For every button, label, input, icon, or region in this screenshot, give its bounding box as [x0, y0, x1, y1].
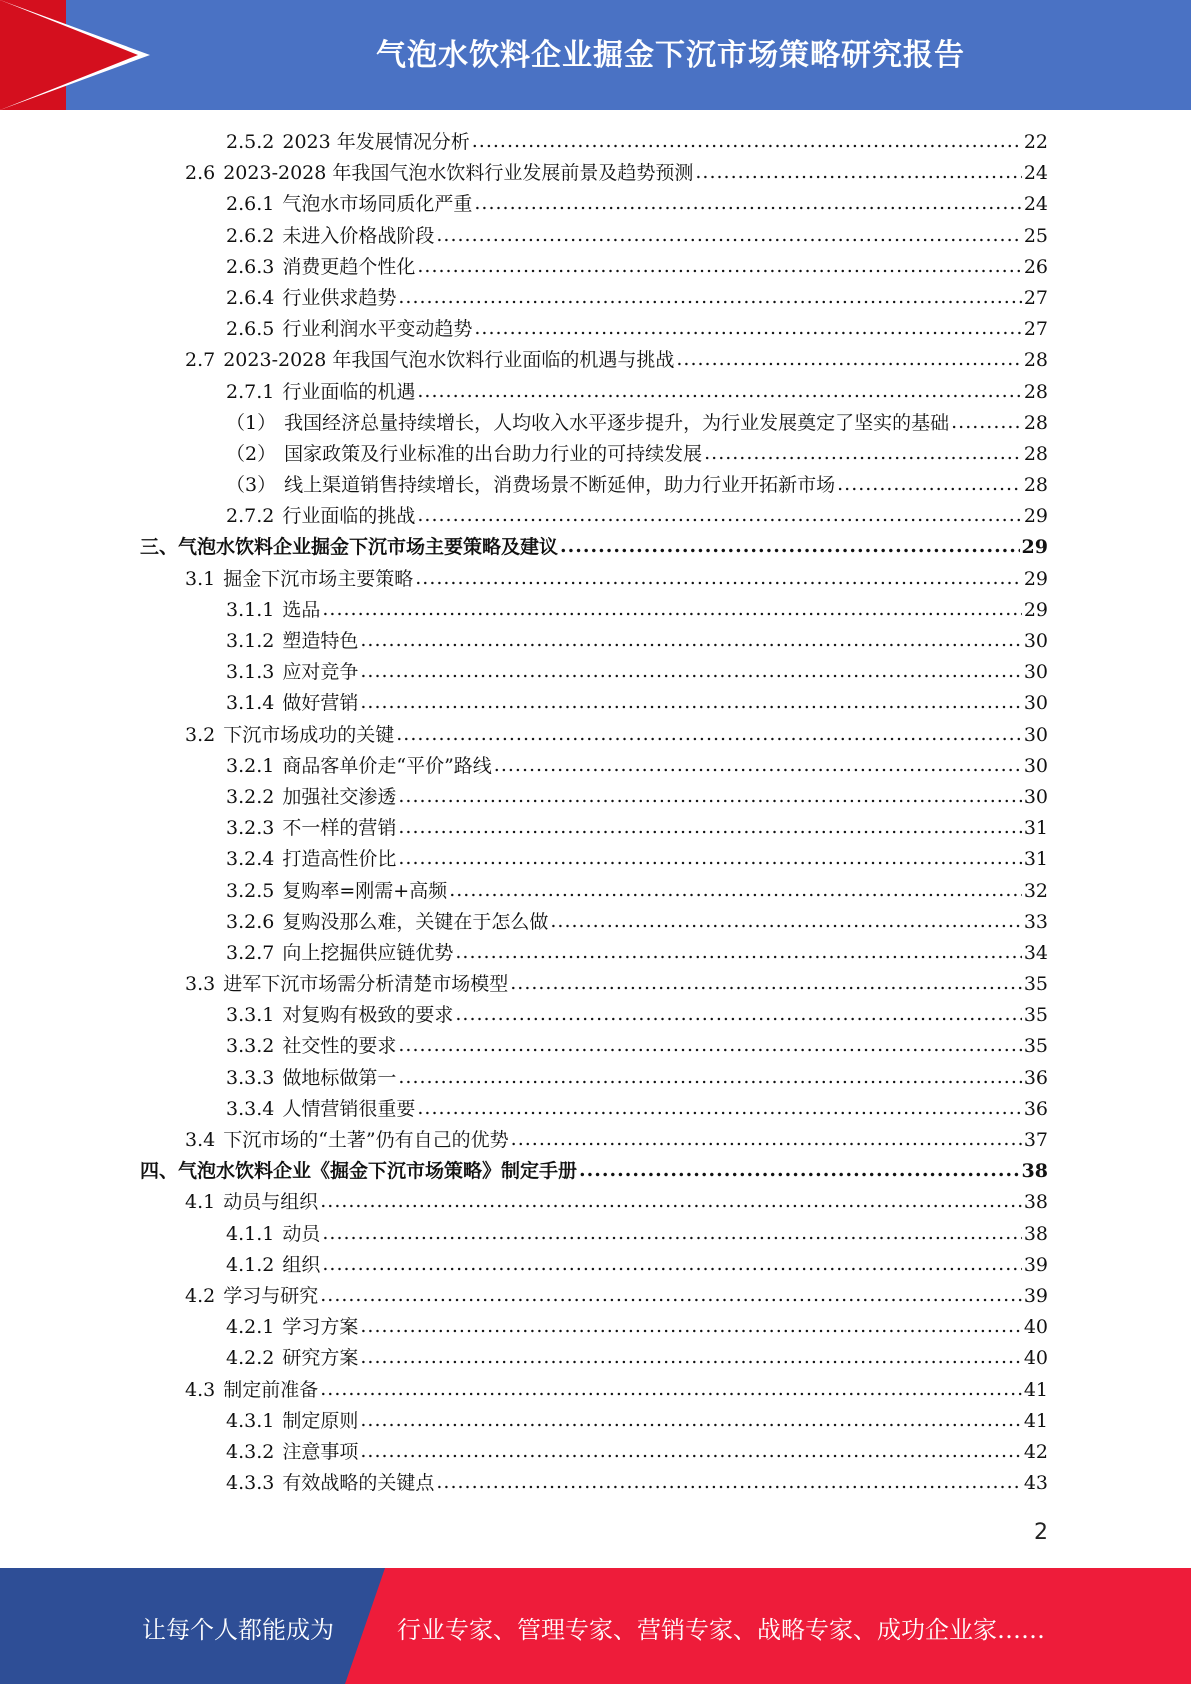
toc-entry[interactable] — [140, 501, 1048, 532]
toc-entry-page: 30 — [1023, 692, 1048, 715]
toc-entry-number: 3.4 — [185, 1129, 216, 1151]
toc-entry-title: 气泡水饮料企业《掘金下沉市场策略》制定手册 — [178, 1160, 578, 1183]
toc-entry[interactable] — [140, 938, 1048, 969]
toc-entry[interactable] — [140, 1468, 1048, 1499]
toc-entry[interactable] — [140, 1437, 1048, 1468]
toc-entry-page: 29 — [1021, 536, 1048, 559]
toc-entry-page: 22 — [1023, 131, 1048, 153]
toc-entry-number: 4.1 — [185, 1191, 216, 1214]
toc-dot-leader — [550, 906, 1021, 937]
toc-dot-leader — [398, 812, 1021, 843]
toc-entry[interactable] — [140, 470, 1048, 501]
toc-entry[interactable] — [140, 158, 1048, 189]
footer-slogan-roles: 行业专家、管理专家、营销专家、战略专家、成功企业家…… — [397, 1616, 1045, 1644]
toc-entry-number: 3.2.7 — [226, 941, 275, 964]
toc-entry-number: 3.3.2 — [226, 1035, 275, 1058]
toc-entry-page: 27 — [1023, 286, 1048, 309]
toc-entry-page: 39 — [1023, 1253, 1048, 1276]
toc-dot-leader — [396, 719, 1022, 750]
toc-entry-title: 研究方案 — [282, 1347, 359, 1370]
toc-dot-leader — [322, 1218, 1021, 1249]
toc-entry-page: 38 — [1021, 1160, 1048, 1183]
toc-entry-page: 42 — [1023, 1440, 1048, 1463]
toc-entry-number: 3.2.2 — [226, 785, 275, 808]
toc-entry-number: （1） — [226, 411, 277, 434]
toc-dot-leader — [494, 750, 1022, 781]
toc-dot-leader — [320, 1280, 1022, 1311]
toc-entry-title: 2023-2028 年我国气泡水饮料行业面临的机遇与挑战 — [223, 349, 675, 372]
toc-entry-page: 28 — [1023, 349, 1048, 372]
toc-entry[interactable] — [140, 221, 1048, 252]
toc-dot-leader — [510, 968, 1022, 999]
toc-entry-number: 3.1.3 — [226, 661, 275, 684]
toc-entry-title: 掘金下沉市场主要策略 — [223, 567, 414, 590]
toc-entry-number: 4.3 — [185, 1378, 216, 1401]
toc-dot-leader — [398, 1030, 1021, 1061]
page-footer — [0, 1568, 1191, 1684]
toc-dot-leader — [417, 500, 1021, 531]
toc-entry[interactable] — [140, 1000, 1048, 1031]
toc-entry[interactable] — [140, 782, 1048, 813]
toc-entry-page: 27 — [1023, 318, 1048, 341]
toc-entry-page: 28 — [1023, 411, 1048, 434]
toc-entry-number: 4.1.2 — [226, 1253, 275, 1276]
toc-dot-leader — [837, 469, 1022, 500]
toc-dot-leader — [398, 282, 1021, 313]
toc-entry-page: 39 — [1023, 1284, 1048, 1307]
toc-entry[interactable] — [140, 127, 1048, 158]
toc-entry[interactable] — [140, 1312, 1048, 1343]
toc-entry-title: 注意事项 — [282, 1440, 359, 1463]
toc-entry[interactable] — [140, 439, 1048, 470]
toc-entry-number: 2.7.2 — [226, 505, 275, 528]
toc-entry-page: 24 — [1023, 193, 1048, 216]
toc-entry-number: 4.3.3 — [226, 1472, 275, 1495]
toc-entry-page: 29 — [1023, 598, 1048, 621]
toc-dot-leader — [398, 781, 1021, 812]
toc-dot-leader — [474, 313, 1021, 344]
toc-entry-title: 行业面临的机遇 — [282, 380, 416, 403]
toc-entry[interactable] — [140, 1375, 1048, 1406]
toc-entry-page: 32 — [1023, 879, 1048, 902]
toc-dot-leader — [455, 937, 1021, 968]
toc-entry-page: 38 — [1023, 1222, 1048, 1245]
toc-dot-leader — [415, 563, 1022, 594]
toc-dot-leader — [449, 875, 1022, 906]
footer-slogan-lead: 让每个人都能成为 — [142, 1616, 334, 1644]
toc-entry[interactable] — [140, 1343, 1048, 1374]
toc-entry-page: 38 — [1023, 1191, 1048, 1214]
toc-entry-number: 2.7 — [185, 349, 216, 372]
toc-entry-title: 加强社交渗透 — [282, 785, 397, 808]
toc-entry-number: 3.1.2 — [226, 630, 275, 652]
toc-entry-number: 4.2.1 — [226, 1316, 275, 1339]
toc-entry[interactable] — [140, 969, 1048, 1000]
header-arrow-icon — [0, 0, 138, 110]
toc-entry[interactable] — [140, 907, 1048, 938]
toc-entry[interactable] — [140, 1281, 1048, 1312]
toc-dot-leader — [360, 1405, 1021, 1436]
toc-entry-title: 做好营销 — [282, 692, 359, 715]
toc-dot-leader — [360, 1436, 1021, 1467]
toc-entry-title: 做地标做第一 — [282, 1066, 397, 1089]
toc-entry-title: 进军下沉市场需分析清楚市场模型 — [223, 973, 509, 996]
toc-dot-leader — [398, 1062, 1021, 1093]
toc-entry-number: 2.7.1 — [226, 380, 275, 403]
toc-entry-page: 43 — [1023, 1472, 1048, 1495]
toc-entry-title: 打造高性价比 — [282, 848, 397, 871]
toc-entry-title: 线上渠道销售持续增长，消费场景不断延伸，助力行业开拓新市场 — [284, 474, 836, 497]
toc-entry-number: 四、 — [140, 1160, 179, 1183]
toc-entry-title: 2023 年发展情况分析 — [282, 131, 470, 153]
toc-entry-page: 33 — [1023, 910, 1048, 933]
toc-entry-page: 37 — [1023, 1129, 1048, 1151]
page-number: 2 — [1034, 1520, 1048, 1545]
toc-entry-title: 我国经济总量持续增长，人均收入水平逐步提升，为行业发展奠定了坚实的基础 — [284, 411, 950, 434]
page-header — [0, 0, 1191, 110]
toc-entry-number: 4.2 — [185, 1284, 216, 1307]
toc-entry-title: 2023-2028 年我国气泡水饮料行业发展前景及趋势预测 — [223, 162, 694, 185]
toc-entry[interactable] — [140, 283, 1048, 314]
toc-entry-title: 未进入价格战阶段 — [282, 224, 435, 247]
toc-dot-leader — [360, 687, 1021, 718]
toc-entry-number: 2.6.5 — [226, 318, 275, 341]
toc-entry-number: 3.3.4 — [226, 1097, 275, 1120]
toc-entry-number: 3.2.5 — [226, 879, 275, 902]
toc-dot-leader — [436, 1467, 1021, 1498]
toc-dot-leader — [360, 656, 1021, 687]
toc-entry-title: 下沉市场的“土著”仍有自己的优势 — [223, 1129, 509, 1151]
toc-dot-leader — [695, 157, 1021, 188]
document-title: 气泡水饮料企业掘金下沉市场策略研究报告 — [376, 38, 965, 73]
toc-entry[interactable] — [140, 1250, 1048, 1281]
toc-entry-number: 4.3.1 — [226, 1409, 275, 1432]
toc-dot-leader — [436, 220, 1021, 251]
toc-entry-number: 2.5.2 — [226, 131, 275, 153]
toc-entry-number: （2） — [226, 442, 277, 465]
toc-entry[interactable] — [140, 314, 1048, 345]
toc-entry-number: 2.6.3 — [226, 255, 275, 278]
toc-entry-title: 选品 — [282, 598, 321, 621]
toc-entry-page: 30 — [1023, 785, 1048, 808]
toc-entry-number: 3.2 — [185, 723, 216, 746]
toc-entry-title: 行业面临的挑战 — [282, 505, 416, 528]
toc-dot-leader — [322, 1249, 1021, 1280]
toc-entry-page: 30 — [1023, 630, 1048, 652]
toc-entry-page: 35 — [1023, 1035, 1048, 1058]
toc-entry[interactable] — [140, 844, 1048, 875]
toc-entry-title: 制定前准备 — [223, 1378, 319, 1401]
toc-dot-leader — [579, 1155, 1020, 1186]
toc-entry-title: 对复购有极致的要求 — [282, 1004, 454, 1027]
toc-entry[interactable] — [140, 1094, 1048, 1125]
toc-entry-number: 3.1.1 — [226, 598, 275, 621]
toc-entry-number: 4.3.2 — [226, 1440, 275, 1463]
toc-entry[interactable] — [140, 595, 1048, 626]
toc-entry-page: 31 — [1023, 817, 1048, 840]
toc-dot-leader — [320, 1374, 1022, 1405]
toc-entry-number: 4.2.2 — [226, 1347, 275, 1370]
toc-entry-page: 40 — [1023, 1347, 1048, 1370]
toc-dot-leader — [511, 1124, 1022, 1155]
toc-dot-leader — [417, 1093, 1021, 1124]
toc-entry-title: 商品客单价走“平价”路线 — [282, 754, 492, 777]
toc-entry-page: 40 — [1023, 1316, 1048, 1339]
toc-entry-number: 3.2.1 — [226, 754, 275, 777]
toc-entry[interactable] — [140, 252, 1048, 283]
toc-entry-title: 组织 — [282, 1253, 321, 1276]
toc-entry[interactable] — [140, 1219, 1048, 1250]
toc-entry-title: 复购率=刚需+高频 — [282, 879, 448, 902]
toc-entry-number: 三、 — [140, 536, 179, 559]
toc-entry[interactable] — [140, 564, 1048, 595]
toc-entry[interactable] — [140, 1156, 1048, 1187]
toc-entry-page: 35 — [1023, 1004, 1048, 1027]
toc-entry-title: 塑造特色 — [282, 630, 359, 652]
table-of-contents — [140, 127, 1048, 1499]
toc-entry-title: 不一样的营销 — [282, 817, 397, 840]
toc-entry[interactable] — [140, 1031, 1048, 1062]
toc-entry[interactable] — [140, 1063, 1048, 1094]
toc-dot-leader — [322, 594, 1021, 625]
toc-entry-page: 30 — [1023, 754, 1048, 777]
toc-entry[interactable] — [140, 532, 1048, 563]
toc-entry-number: 3.3.1 — [226, 1004, 275, 1027]
toc-entry[interactable] — [140, 1125, 1048, 1156]
toc-entry-number: 3.2.6 — [226, 910, 275, 933]
toc-entry-title: 消费更趋个性化 — [282, 255, 416, 278]
toc-entry-page: 29 — [1023, 505, 1048, 528]
toc-entry-page: 29 — [1023, 567, 1048, 590]
toc-entry[interactable] — [140, 813, 1048, 844]
toc-entry-page: 36 — [1023, 1066, 1048, 1089]
toc-entry[interactable] — [140, 626, 1048, 657]
toc-entry-page: 25 — [1023, 224, 1048, 247]
toc-entry-title: 应对竞争 — [282, 661, 359, 684]
toc-entry-number: 3.2.4 — [226, 848, 275, 871]
toc-entry-number: （3） — [226, 474, 277, 497]
toc-entry[interactable] — [140, 1406, 1048, 1437]
toc-entry-page: 36 — [1023, 1097, 1048, 1120]
toc-entry-title: 行业供求趋势 — [282, 286, 397, 309]
toc-entry-number: 3.1.4 — [226, 692, 275, 715]
toc-entry-page: 31 — [1023, 848, 1048, 871]
toc-entry-number: 2.6.4 — [226, 286, 275, 309]
toc-entry-page: 30 — [1023, 661, 1048, 684]
toc-entry-title: 国家政策及行业标准的出台助力行业的可持续发展 — [284, 442, 703, 465]
toc-entry[interactable] — [140, 657, 1048, 688]
toc-entry-title: 下沉市场成功的关键 — [223, 723, 395, 746]
toc-entry-title: 气泡水市场同质化严重 — [282, 193, 473, 216]
toc-entry-number: 4.1.1 — [226, 1222, 275, 1245]
toc-entry-title: 行业利润水平变动趋势 — [282, 318, 473, 341]
toc-entry-page: 24 — [1023, 162, 1048, 185]
toc-entry-title: 学习方案 — [282, 1316, 359, 1339]
toc-entry-number: 2.6.2 — [226, 224, 275, 247]
toc-entry-number: 2.6.1 — [226, 193, 275, 216]
toc-dot-leader — [951, 407, 1022, 438]
toc-entry[interactable] — [140, 688, 1048, 719]
toc-dot-leader — [417, 251, 1021, 282]
toc-dot-leader — [320, 1186, 1022, 1217]
toc-entry-number: 3.3.3 — [226, 1066, 275, 1089]
toc-entry-title: 气泡水饮料企业掘金下沉市场主要策略及建议 — [178, 536, 559, 559]
toc-entry[interactable] — [140, 751, 1048, 782]
toc-entry[interactable] — [140, 189, 1048, 220]
toc-dot-leader — [474, 188, 1021, 219]
toc-entry-number: 3.1 — [185, 567, 216, 590]
toc-entry-title: 人情营销很重要 — [282, 1097, 416, 1120]
toc-dot-leader — [676, 344, 1021, 375]
toc-dot-leader — [472, 126, 1022, 157]
toc-entry[interactable] — [140, 408, 1048, 439]
toc-entry-page: 28 — [1023, 474, 1048, 497]
toc-entry-page: 26 — [1023, 255, 1048, 278]
toc-entry[interactable] — [140, 377, 1048, 408]
toc-entry-title: 向上挖掘供应链优势 — [282, 941, 454, 964]
toc-dot-leader — [455, 999, 1021, 1030]
toc-entry[interactable] — [140, 1187, 1048, 1218]
toc-entry[interactable] — [140, 876, 1048, 907]
toc-entry-title: 有效战略的关键点 — [282, 1472, 435, 1495]
toc-dot-leader — [360, 625, 1021, 656]
toc-dot-leader — [360, 1311, 1021, 1342]
toc-dot-leader — [360, 1342, 1021, 1373]
toc-entry-page: 35 — [1023, 973, 1048, 996]
toc-entry[interactable] — [140, 720, 1048, 751]
toc-entry-number: 2.6 — [185, 162, 216, 185]
toc-entry-page: 30 — [1023, 723, 1048, 746]
toc-dot-leader — [417, 376, 1021, 407]
toc-entry-title: 复购没那么难，关键在于怎么做 — [282, 910, 549, 933]
toc-entry-page: 41 — [1023, 1378, 1048, 1401]
toc-entry-title: 制定原则 — [282, 1409, 359, 1432]
toc-dot-leader — [704, 438, 1022, 469]
toc-entry[interactable] — [140, 345, 1048, 376]
toc-entry-title: 动员 — [282, 1222, 321, 1245]
toc-entry-number: 3.3 — [185, 973, 216, 996]
toc-entry-number: 3.2.3 — [226, 817, 275, 840]
toc-entry-page: 28 — [1023, 380, 1048, 403]
toc-dot-leader — [398, 843, 1021, 874]
toc-entry-page: 28 — [1023, 442, 1048, 465]
toc-entry-page: 34 — [1023, 941, 1048, 964]
toc-entry-title: 动员与组织 — [223, 1191, 319, 1214]
toc-entry-page: 41 — [1023, 1409, 1048, 1432]
toc-entry-title: 学习与研究 — [223, 1284, 319, 1307]
toc-dot-leader — [560, 531, 1020, 562]
toc-entry-title: 社交性的要求 — [282, 1035, 397, 1058]
